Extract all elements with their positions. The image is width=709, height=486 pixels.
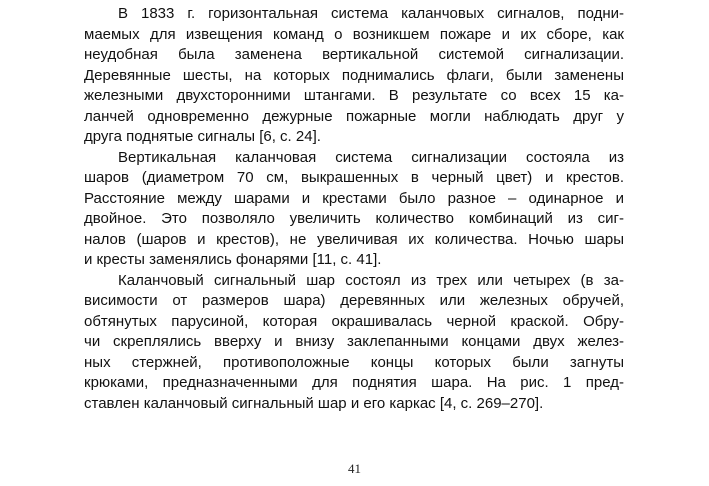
- text-line: налов (шаров и крестов), не увеличивая их количества. Ночью шары: [84, 230, 624, 248]
- body-text: [84, 4, 624, 414]
- text-line: Расстояние между шарами и крестами было разное – одинарное и: [84, 189, 624, 207]
- text-line: шаров (диаметром 70 см, выкрашенных в черный цвет) и крестов.: [84, 169, 624, 186]
- text-line: неудобная была заменена вертикальной системой сигнализации.: [84, 46, 624, 63]
- text-line: маемых для извещения команд о возникшем пожаре и их сборе, как: [84, 25, 624, 43]
- text-line: В 1833 г. горизонтальная система каланчовых сигналов, подни-: [118, 5, 624, 22]
- text-line: крюками, предназначенными для поднятия шара. На рис. 1 пред-: [84, 374, 624, 391]
- paragraph-3: [84, 271, 624, 415]
- text-line: Деревянные шесты, на которых поднимались флаги, были заменены: [84, 66, 624, 84]
- text-line: ных стержней, противоположные концы которых были загнуты: [84, 353, 624, 371]
- text-line: висимости от размеров шара) деревянных или железных обручей,: [84, 292, 624, 309]
- paragraph-1: [84, 4, 624, 148]
- text-line: ланчей одновременно дежурные пожарные могли наблюдать друг у: [84, 107, 624, 125]
- page-number: 41: [348, 461, 361, 476]
- text-line: железными двухсторонними штангами. В результате со всех 15 ка-: [84, 87, 624, 104]
- text-line: обтянутых парусиной, которая окрашивалась черной краской. Обру-: [84, 312, 624, 330]
- text-line: Каланчовый сигнальный шар состоял из трех или четырех (в за-: [118, 271, 624, 289]
- text-line: Вертикальная каланчовая система сигнализации состояла из: [118, 148, 624, 166]
- text-line: и кресты заменялись фонарями [11, с. 41].: [84, 251, 382, 268]
- text-line: ставлен каланчовый сигнальный шар и его каркас [4, с. 269–270].: [84, 394, 544, 412]
- text-line: чи скреплялись вверху и внизу заклепанными концами двух желез-: [84, 333, 624, 350]
- text-line: друга поднятые сигналы [6, с. 24].: [84, 128, 321, 145]
- paragraph-2: [84, 148, 624, 271]
- text-line: двойное. Это позволяло увеличить количество комбинаций из сиг-: [84, 210, 624, 227]
